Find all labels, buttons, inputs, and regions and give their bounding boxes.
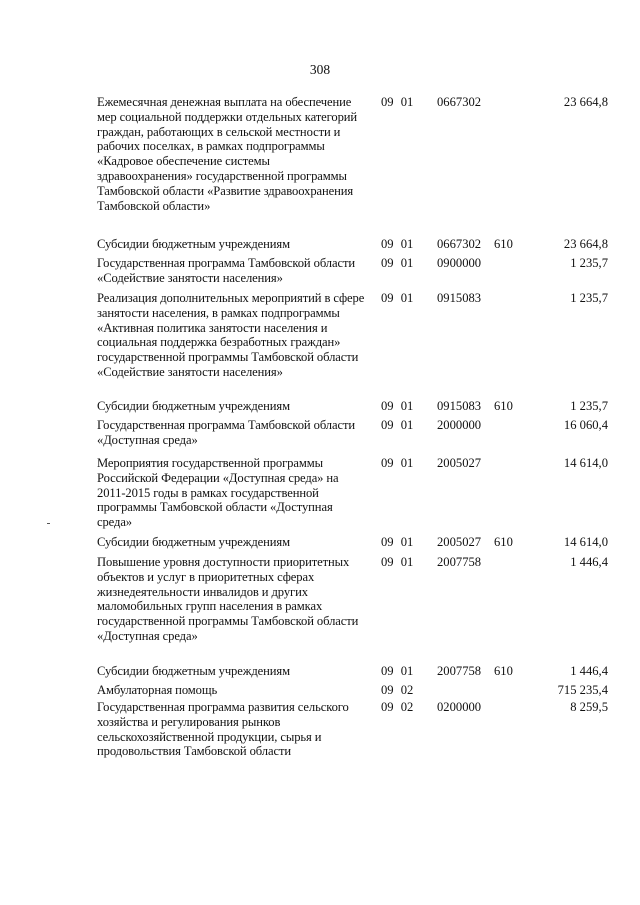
row-amount: 14 614,0	[563, 535, 608, 549]
row-amount: 23 664,8	[563, 95, 608, 109]
table-row	[0, 456, 640, 535]
row-description: Ежемесячная денежная выплата на обеспечение мер социальной поддержки отдельных категорий граждан, работающих в сельской местности и рабочих поселках, в рамках подпрограммы «Кадровое обеспечение системы здравоохранения» государственной программы Тамбовской области «Развитие здравоохранения Тамбовской области»	[97, 95, 358, 213]
row-target-code: 0667302	[437, 237, 482, 251]
row-expense-type: 610	[494, 664, 513, 678]
row-description: Субсидии бюджетным учреждениям	[97, 399, 290, 413]
table-row	[0, 683, 640, 700]
table-row	[0, 664, 640, 683]
budget-table	[0, 95, 640, 770]
row-expense-type: 610	[494, 535, 513, 549]
row-description: Мероприятия государственной программы Российской Федерации «Доступная среда» на 2011-2015 годы в рамках государственной программы Тамбовской области «Доступная среда»	[97, 456, 339, 530]
table-row	[0, 399, 640, 418]
row-section-code: 09 01	[381, 256, 414, 270]
table-row	[0, 555, 640, 664]
row-target-code: 0200000	[437, 700, 482, 714]
row-section-code: 09 01	[381, 95, 414, 109]
row-target-code: 2000000	[437, 418, 482, 432]
row-amount: 8 259,5	[570, 700, 608, 714]
row-target-code: 2005027	[437, 535, 482, 549]
row-expense-type: 610	[494, 237, 513, 251]
row-target-code: 0667302	[437, 95, 482, 109]
row-description: Государственная программа Тамбовской области «Содействие занятости населения»	[97, 256, 356, 285]
row-target-code: 2007758	[437, 664, 482, 678]
row-amount: 1 235,7	[570, 256, 608, 270]
row-amount: 1 235,7	[570, 291, 608, 305]
row-section-code: 09 02	[381, 700, 414, 714]
row-target-code: 0915083	[437, 291, 482, 305]
row-description: Субсидии бюджетным учреждениям	[97, 237, 290, 251]
row-amount: 1 446,4	[570, 555, 608, 569]
row-description: Реализация дополнительных мероприятий в сфере занятости населения, в рамках подпрограммы «Активная политика занятости населения и социальная поддержка безработных граждан» государственной программы Тамбовской области «Содействие занятости населения»	[97, 291, 365, 379]
table-row	[0, 700, 640, 770]
row-section-code: 09 01	[381, 399, 414, 413]
row-section-code: 09 01	[381, 535, 414, 549]
row-section-code: 09 01	[381, 291, 414, 305]
row-section-code: 09 01	[381, 664, 414, 678]
row-description: Субсидии бюджетным учреждениям	[97, 664, 290, 678]
table-row	[0, 291, 640, 399]
row-section-code: 09 01	[381, 418, 414, 432]
row-target-code: 0915083	[437, 399, 482, 413]
row-amount: 1 446,4	[570, 664, 608, 678]
row-section-code: 09 02	[381, 683, 414, 697]
row-description: Повышение уровня доступности приоритетных объектов и услуг в приоритетных сферах жизнедеятельности инвалидов и других маломобильных групп населения в рамках государственной программы Тамбовской области «Доступная среда»	[97, 555, 359, 643]
row-description: Государственная программа развития сельского хозяйства и регулирования рынков сельскохозяйственной продукции, сырья и продовольствия Тамбовской области	[97, 700, 349, 759]
row-description: Амбулаторная помощь	[97, 683, 218, 697]
page-number: 308	[309, 62, 331, 77]
table-row	[0, 418, 640, 456]
row-amount: 16 060,4	[563, 418, 608, 432]
row-expense-type: 610	[494, 399, 513, 413]
row-section-code: 09 01	[381, 555, 414, 569]
row-section-code: 09 01	[381, 237, 414, 251]
row-amount: 1 235,7	[570, 399, 608, 413]
table-row	[0, 95, 640, 237]
table-row	[0, 237, 640, 256]
row-amount: 14 614,0	[563, 456, 608, 470]
row-amount: 715 235,4	[557, 683, 608, 697]
table-row	[0, 535, 640, 555]
table-row	[0, 256, 640, 291]
row-description: Государственная программа Тамбовской области «Доступная среда»	[97, 418, 356, 447]
row-target-code: 2007758	[437, 555, 482, 569]
row-description: Субсидии бюджетным учреждениям	[97, 535, 290, 549]
row-section-code: 09 01	[381, 456, 414, 470]
row-target-code: 2005027	[437, 456, 482, 470]
row-amount: 23 664,8	[563, 237, 608, 251]
row-target-code: 0900000	[437, 256, 482, 270]
